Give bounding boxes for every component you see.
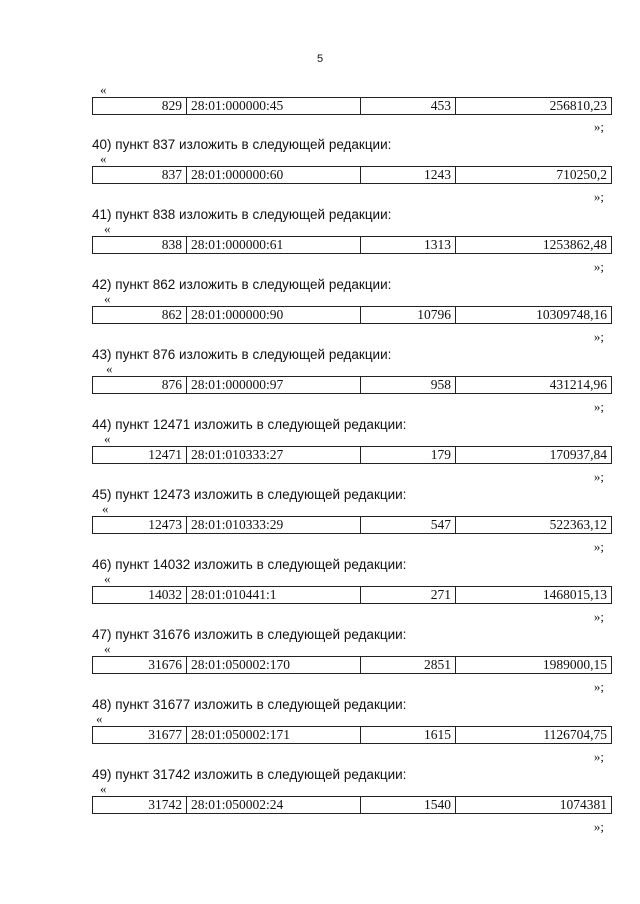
cadastral-value-cell: 710250,2 xyxy=(456,167,612,184)
item-number-cell: 31742 xyxy=(93,797,187,814)
closing-quote: »; xyxy=(593,609,604,624)
area-cell: 453 xyxy=(361,98,456,115)
opening-quote: « xyxy=(104,291,111,306)
opening-quote: « xyxy=(100,781,107,796)
area-cell: 1615 xyxy=(361,727,456,744)
amendment-heading: 40) пункт 837 изложить в следующей редакции: xyxy=(92,137,392,152)
item-number-cell: 838 xyxy=(93,237,187,254)
area-cell: 271 xyxy=(361,587,456,604)
cadastral-number-cell: 28:01:010441:1 xyxy=(187,587,361,604)
amendment-block xyxy=(92,417,612,487)
amendment-table-row xyxy=(92,166,612,184)
opening-quote: « xyxy=(104,641,111,656)
item-number-cell: 829 xyxy=(93,98,187,115)
cadastral-number-cell: 28:01:050002:170 xyxy=(187,657,361,674)
cadastral-value-cell: 1253862,48 xyxy=(456,237,612,254)
area-cell: 2851 xyxy=(361,657,456,674)
amendment-block-continued xyxy=(92,55,612,134)
item-number-cell: 31676 xyxy=(93,657,187,674)
amendment-table-row xyxy=(92,796,612,814)
opening-quote: « xyxy=(96,711,103,726)
opening-quote: « xyxy=(102,501,109,516)
amendment-block xyxy=(92,487,612,557)
amendment-block xyxy=(92,207,612,277)
amendment-block xyxy=(92,277,612,347)
closing-quote: »; xyxy=(593,399,604,414)
amendment-heading: 47) пункт 31676 изложить в следующей редакции: xyxy=(92,627,407,642)
opening-quote: « xyxy=(100,151,107,166)
amendment-block xyxy=(92,697,612,767)
page-number: 5 xyxy=(316,53,324,65)
area-cell: 1313 xyxy=(361,237,456,254)
amendment-table-row xyxy=(92,306,612,324)
cadastral-value-cell: 522363,12 xyxy=(456,517,612,534)
cadastral-value-cell: 1468015,13 xyxy=(456,587,612,604)
amendment-table-row xyxy=(92,726,612,744)
area-cell: 1243 xyxy=(361,167,456,184)
area-cell: 958 xyxy=(361,377,456,394)
amendment-heading: 41) пункт 838 изложить в следующей редакции: xyxy=(92,207,392,222)
closing-quote: »; xyxy=(593,679,604,694)
cadastral-value-cell: 1074381 xyxy=(456,797,612,814)
closing-quote: »; xyxy=(593,749,604,764)
amendment-block xyxy=(92,347,612,417)
cadastral-number-cell: 28:01:010333:27 xyxy=(187,447,361,464)
amendment-table-row xyxy=(92,656,612,674)
cadastral-value-cell: 1126704,75 xyxy=(456,727,612,744)
opening-quote: « xyxy=(104,431,111,446)
amendment-heading: 44) пункт 12471 изложить в следующей редакции: xyxy=(92,417,407,432)
amendment-table-row xyxy=(92,586,612,604)
opening-quote: « xyxy=(100,82,107,97)
amendment-table-row xyxy=(92,446,612,464)
amendment-block xyxy=(92,557,612,627)
closing-quote: »; xyxy=(593,259,604,274)
area-cell: 10796 xyxy=(361,307,456,324)
amendment-heading: 43) пункт 876 изложить в следующей редакции: xyxy=(92,347,392,362)
amendment-heading: 42) пункт 862 изложить в следующей редакции: xyxy=(92,277,392,292)
area-cell: 1540 xyxy=(361,797,456,814)
cadastral-number-cell: 28:01:000000:60 xyxy=(187,167,361,184)
cadastral-number-cell: 28:01:010333:29 xyxy=(187,517,361,534)
closing-quote: »; xyxy=(593,539,604,554)
amendment-block xyxy=(92,767,612,837)
item-number-cell: 876 xyxy=(93,377,187,394)
amendment-table-row xyxy=(92,376,612,394)
amendment-table-row xyxy=(92,236,612,254)
cadastral-value-cell: 170937,84 xyxy=(456,447,612,464)
opening-quote: « xyxy=(104,571,111,586)
area-cell: 547 xyxy=(361,517,456,534)
item-number-cell: 862 xyxy=(93,307,187,324)
closing-quote: »; xyxy=(593,119,604,134)
closing-quote: »; xyxy=(593,469,604,484)
amendment-heading: 49) пункт 31742 изложить в следующей редакции: xyxy=(92,767,407,782)
cadastral-value-cell: 431214,96 xyxy=(456,377,612,394)
opening-quote: « xyxy=(106,361,113,376)
item-number-cell: 14032 xyxy=(93,587,187,604)
cadastral-value-cell: 256810,23 xyxy=(456,98,612,115)
amendment-table-row xyxy=(92,516,612,534)
closing-quote: »; xyxy=(593,189,604,204)
amendment-table-row xyxy=(92,97,612,115)
item-number-cell: 12473 xyxy=(93,517,187,534)
item-number-cell: 31677 xyxy=(93,727,187,744)
opening-quote: « xyxy=(104,221,111,236)
cadastral-number-cell: 28:01:000000:61 xyxy=(187,237,361,254)
amendment-heading: 48) пункт 31677 изложить в следующей редакции: xyxy=(92,697,407,712)
cadastral-value-cell: 10309748,16 xyxy=(456,307,612,324)
item-number-cell: 837 xyxy=(93,167,187,184)
cadastral-number-cell: 28:01:050002:24 xyxy=(187,797,361,814)
cadastral-number-cell: 28:01:000000:45 xyxy=(187,98,361,115)
amendment-heading: 46) пункт 14032 изложить в следующей редакции: xyxy=(92,557,407,572)
cadastral-number-cell: 28:01:000000:90 xyxy=(187,307,361,324)
item-number-cell: 12471 xyxy=(93,447,187,464)
cadastral-value-cell: 1989000,15 xyxy=(456,657,612,674)
amendment-block xyxy=(92,627,612,697)
closing-quote: »; xyxy=(593,819,604,834)
amendment-block xyxy=(92,137,612,207)
cadastral-number-cell: 28:01:050002:171 xyxy=(187,727,361,744)
cadastral-number-cell: 28:01:000000:97 xyxy=(187,377,361,394)
area-cell: 179 xyxy=(361,447,456,464)
closing-quote: »; xyxy=(593,329,604,344)
amendment-heading: 45) пункт 12473 изложить в следующей редакции: xyxy=(92,487,407,502)
